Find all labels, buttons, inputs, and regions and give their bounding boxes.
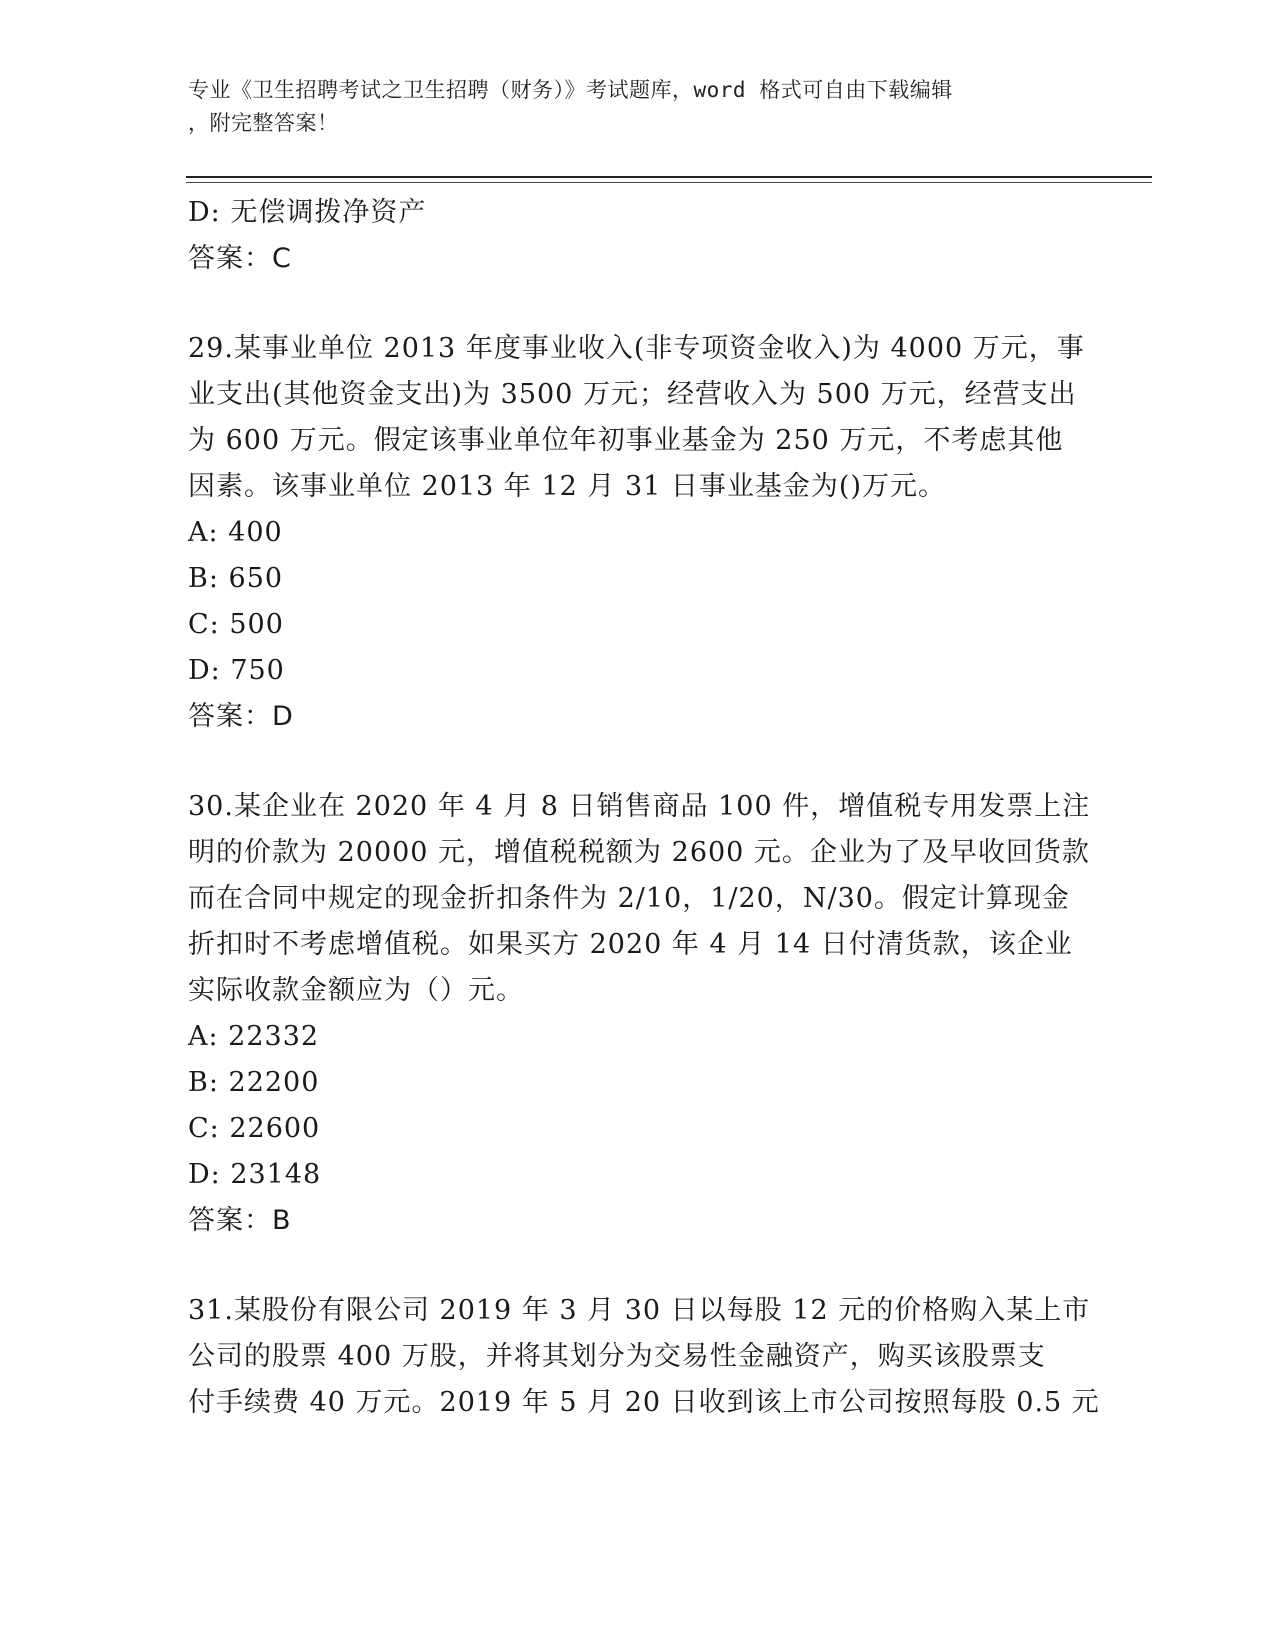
prev-option-d: D: 无偿调拨净资产: [188, 197, 427, 228]
question-text-line: 业支出(其他资金支出)为 3500 万元；经营收入为 500 万元，经营支出: [188, 379, 1077, 410]
spacer: [188, 1244, 1088, 1288]
question-31: [188, 1288, 1100, 1426]
question-text-line: 明的价款为 20000 元，增值税税额为 2600 元。企业为了及早收回货款: [188, 837, 1090, 868]
question-text-line: 折扣时不考虑增值税。如果买方 2020 年 4 月 14 日付清货款，该企业: [188, 929, 1073, 960]
question-text-line: 31.某股份有限公司 2019 年 3 月 30 日以每股 12 元的价格购入某上市: [188, 1295, 1091, 1326]
question-30: [188, 784, 1091, 1244]
option-b: B: 650: [188, 563, 284, 594]
option-c: C: 22600: [188, 1113, 321, 1144]
question-text-line: 为 600 万元。假定该事业单位年初事业基金为 250 万元，不考虑其他: [188, 425, 1064, 456]
question-29: [188, 326, 1088, 740]
spacer: [188, 740, 1088, 784]
option-c: C: 500: [188, 609, 284, 640]
prev-answer: 答案：C: [188, 243, 292, 274]
question-text-line: 29.某事业单位 2013 年度事业收入(非专项资金收入)为 4000 万元，事: [188, 333, 1085, 364]
option-d: D: 23148: [188, 1159, 322, 1190]
question-text-line: 因素。该事业单位 2013 年 12 月 31 日事业基金为()万元。: [188, 471, 946, 502]
question-text-line: 公司的股票 400 万股，并将其划分为交易性金融资产，购买该股票支: [188, 1341, 1046, 1372]
question-content: [188, 190, 1100, 1426]
question-text-line: 而在合同中规定的现金折扣条件为 2/10，1/20，N/30。假定计算现金: [188, 883, 1070, 914]
option-a: A: 400: [188, 517, 283, 548]
header-divider-thick: [186, 176, 1152, 178]
question-text-line: 实际收款金额应为（）元。: [188, 975, 524, 1006]
question-text-line: 付手续费 40 万元。2019 年 5 月 20 日收到该上市公司按照每股 0.5 元: [188, 1387, 1100, 1418]
header-title-line-2: ，附完整答案！: [188, 111, 339, 135]
header-divider-thin: [186, 182, 1152, 183]
option-d: D: 750: [188, 655, 285, 686]
header-title-line-1: 专业《卫生招聘考试之卫生招聘（财务）》考试题库，word 格式可自由下载编辑: [188, 78, 953, 102]
answer: 答案：D: [188, 701, 294, 732]
page-header: [188, 74, 1088, 140]
option-a: A: 22332: [188, 1021, 320, 1052]
option-b: B: 22200: [188, 1067, 320, 1098]
spacer: [188, 282, 1088, 326]
answer: 答案：B: [188, 1205, 292, 1236]
question-text-line: 30.某企业在 2020 年 4 月 8 日销售商品 100 件，增值税专用发票上注: [188, 791, 1091, 822]
